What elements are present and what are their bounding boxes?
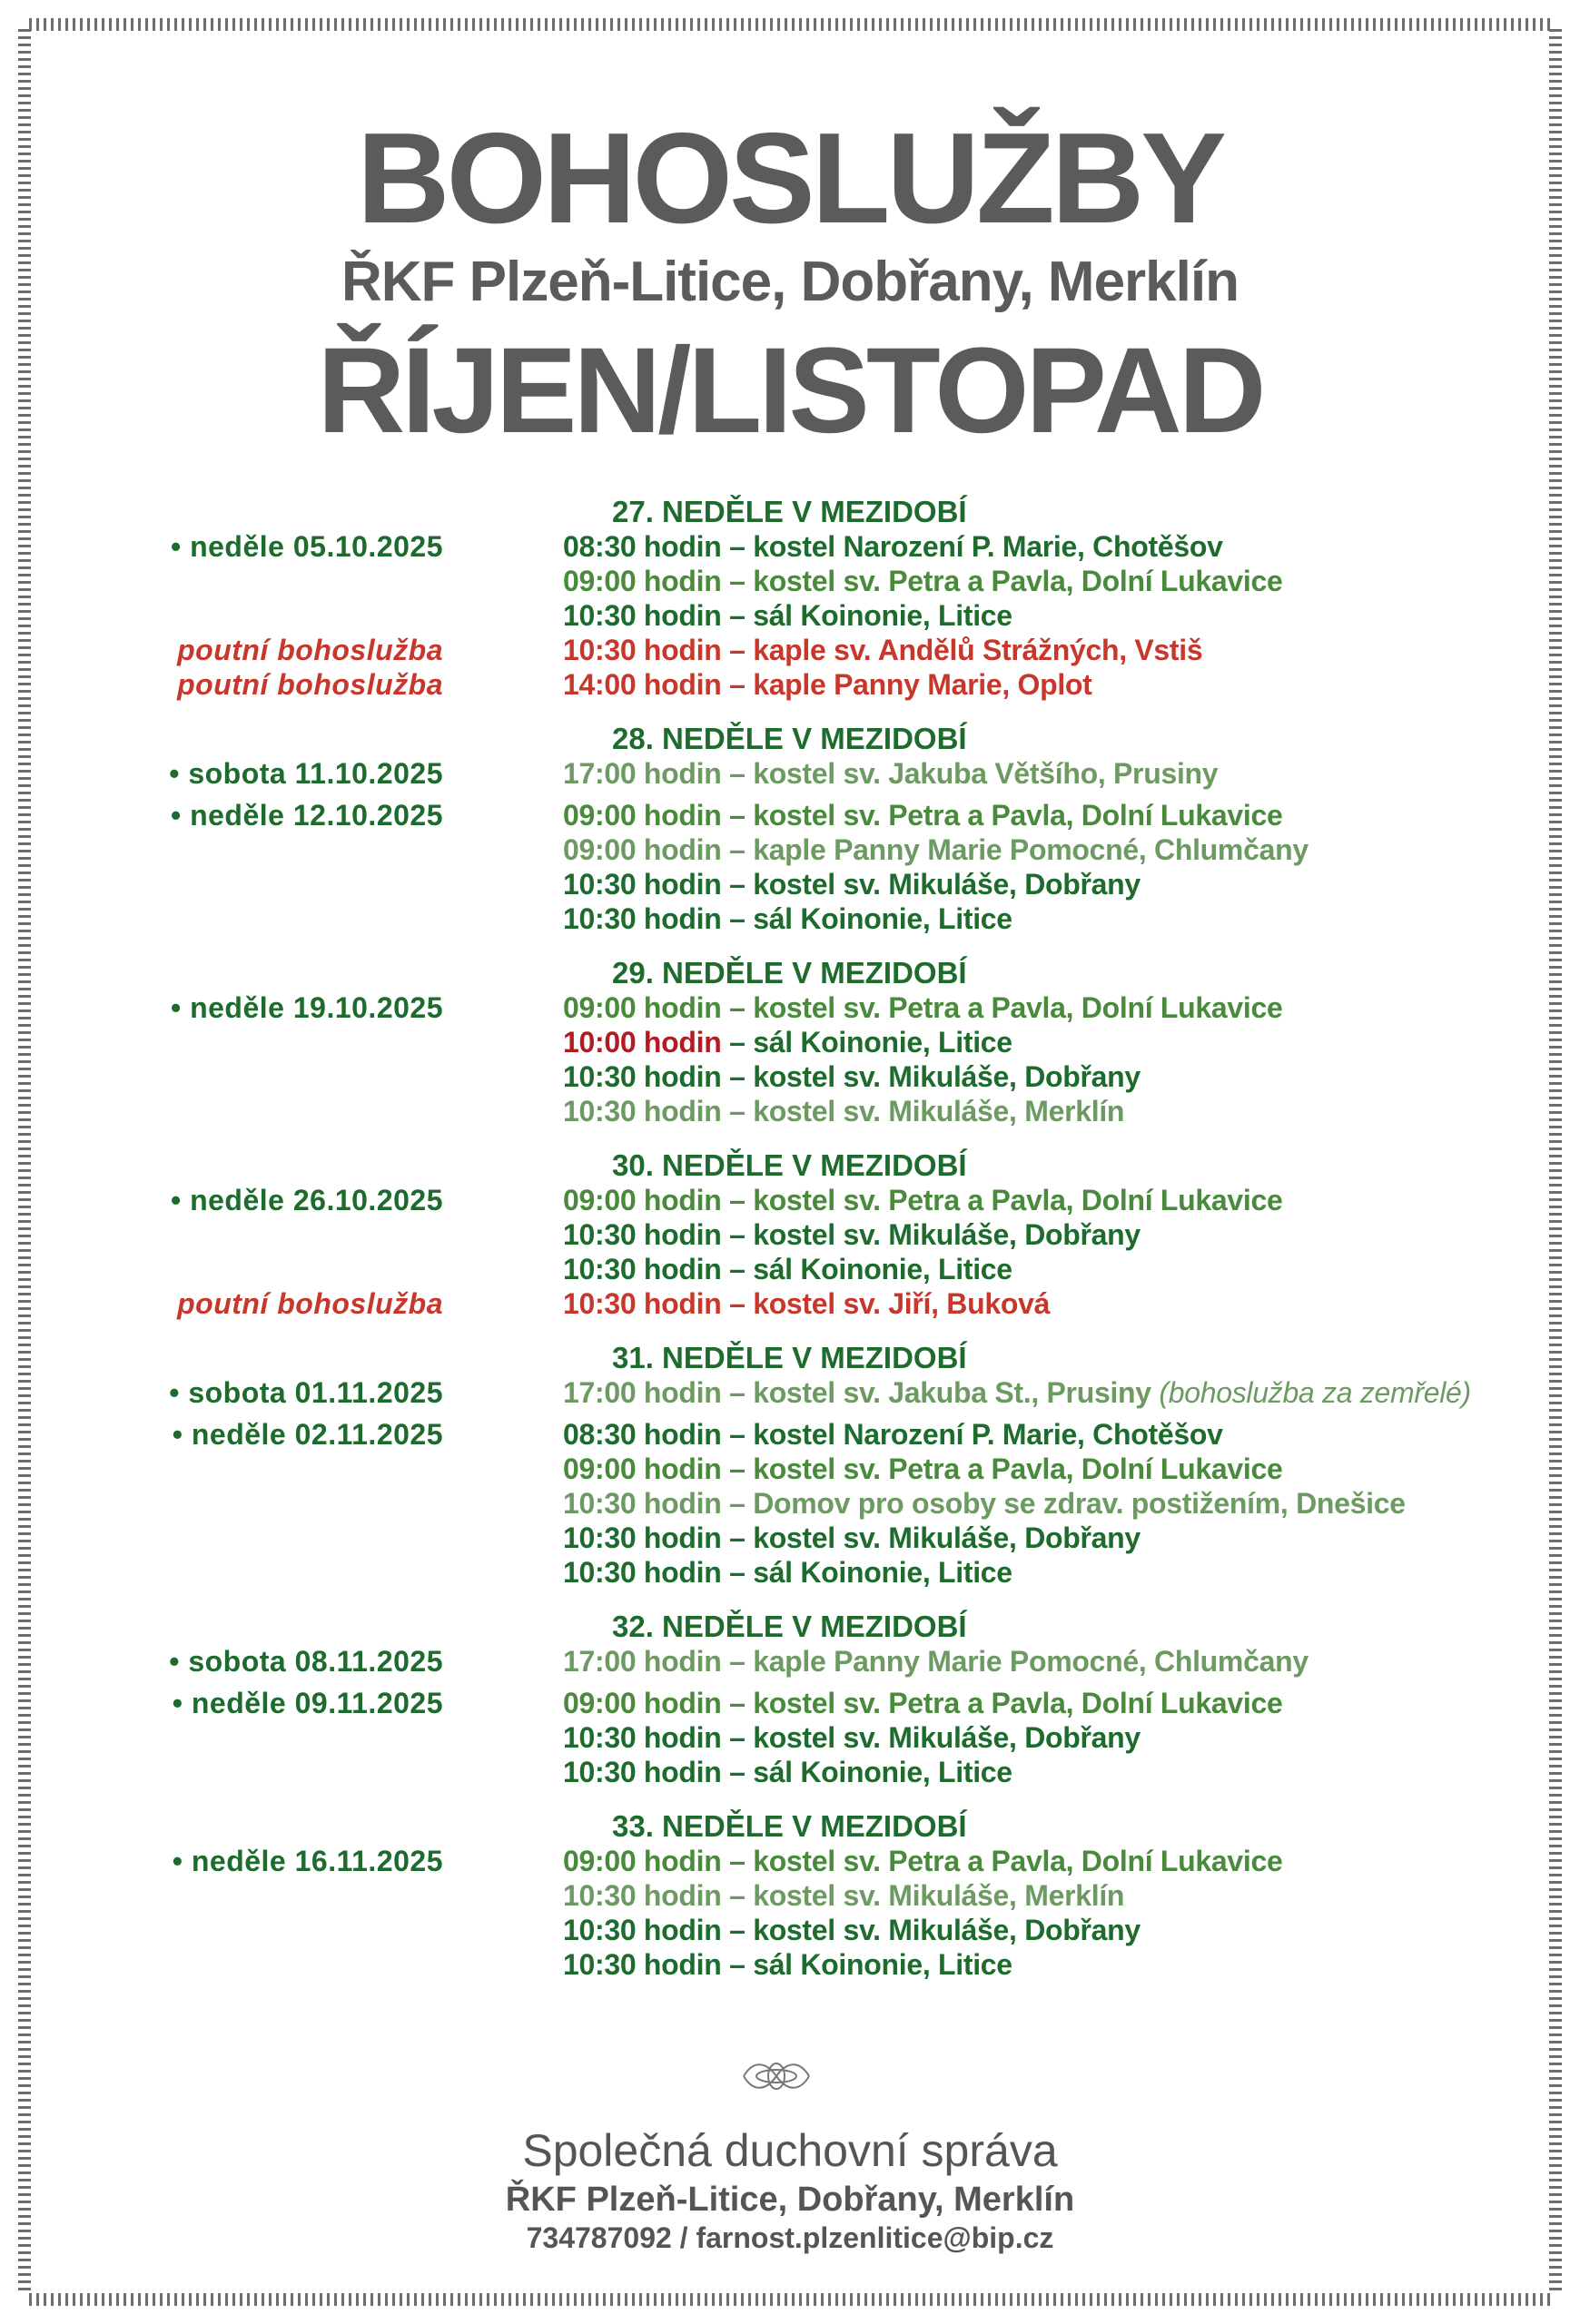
schedule-row xyxy=(0,598,1580,633)
week-heading: 27. NEDĚLE V MEZIDOBÍ xyxy=(612,495,967,528)
service-entry: 10:30 hodin – sál Koinonie, Litice xyxy=(563,1253,1012,1285)
schedule-row xyxy=(0,667,1580,702)
service-entry: 09:00 hodin – kostel sv. Petra a Pavla, Dolní Lukavice xyxy=(563,1845,1283,1877)
service-entry xyxy=(563,1025,1012,1059)
service-text: 17:00 hodin – kostel sv. Jakuba St., Prusiny xyxy=(563,1376,1151,1409)
date-label: • neděle 05.10.2025 xyxy=(170,530,443,563)
service-entry: 09:00 hodin – kostel sv. Petra a Pavla, Dolní Lukavice xyxy=(563,1452,1283,1485)
service-entry: 09:00 hodin – kostel sv. Petra a Pavla, Dolní Lukavice xyxy=(563,799,1283,832)
period-title: ŘÍJEN/LISTOPAD xyxy=(317,323,1263,458)
week-block xyxy=(0,1610,1580,1789)
service-entry: 10:30 hodin – sál Koinonie, Litice xyxy=(563,1948,1012,1981)
schedule-row xyxy=(0,1286,1580,1321)
week-heading: 32. NEDĚLE V MEZIDOBÍ xyxy=(612,1610,967,1643)
date-label: • sobota 08.11.2025 xyxy=(169,1645,443,1678)
service-entry: 10:30 hodin – sál Koinonie, Litice xyxy=(563,902,1012,935)
footer-contact: 734787092 / farnost.plzenlitice@bip.cz xyxy=(526,2221,1054,2254)
schedule-row xyxy=(0,756,1580,791)
week-heading: 29. NEDĚLE V MEZIDOBÍ xyxy=(612,956,967,990)
service-entry: 10:30 hodin – kostel sv. Mikuláše, Merklín xyxy=(563,1095,1125,1128)
service-schedule xyxy=(0,495,1580,2002)
schedule-row xyxy=(0,1644,1580,1679)
schedule-row xyxy=(0,1375,1580,1410)
date-label: • neděle 09.11.2025 xyxy=(172,1687,443,1719)
service-entry: 10:30 hodin – kostel sv. Jiří, Buková xyxy=(563,1287,1051,1320)
service-entry: 10:30 hodin – sál Koinonie, Litice xyxy=(563,599,1012,632)
week-block xyxy=(0,1809,1580,1982)
schedule-row xyxy=(0,529,1580,564)
service-entry: 10:30 hodin – kostel sv. Mikuláše, Dobřany xyxy=(563,868,1141,901)
parish-subtitle: ŘKF Plzeň-Litice, Dobřany, Merklín xyxy=(341,251,1239,313)
week-block xyxy=(0,1148,1580,1321)
service-entry: 08:30 hodin – kostel Narození P. Marie, Chotěšov xyxy=(563,1418,1223,1451)
week-block xyxy=(0,1341,1580,1590)
service-entry: 10:30 hodin – kostel sv. Mikuláše, Merklín xyxy=(563,1879,1125,1912)
schedule-row xyxy=(0,1183,1580,1217)
schedule-row xyxy=(0,1844,1580,1878)
schedule-row xyxy=(0,1878,1580,1913)
service-entry: 09:00 hodin – kostel sv. Petra a Pavla, Dolní Lukavice xyxy=(563,565,1283,597)
date-label: • neděle 16.11.2025 xyxy=(172,1845,443,1877)
date-label: • neděle 19.10.2025 xyxy=(170,991,443,1024)
service-entry: 09:00 hodin – kostel sv. Petra a Pavla, Dolní Lukavice xyxy=(563,1184,1283,1216)
schedule-row xyxy=(0,1417,1580,1452)
schedule-row xyxy=(0,1755,1580,1789)
schedule-row xyxy=(0,1094,1580,1128)
service-note: (bohoslužba za zemřelé) xyxy=(1150,1376,1471,1409)
service-entry: 09:00 hodin – kostel sv. Petra a Pavla, Dolní Lukavice xyxy=(563,991,1283,1024)
date-label: • neděle 26.10.2025 xyxy=(170,1184,443,1216)
schedule-row xyxy=(0,1217,1580,1252)
schedule-row xyxy=(0,990,1580,1025)
service-entry: 14:00 hodin – kaple Panny Marie, Oplot xyxy=(563,668,1092,701)
schedule-row xyxy=(0,1059,1580,1094)
service-entry: 10:30 hodin – kostel sv. Mikuláše, Dobřany xyxy=(563,1521,1141,1554)
week-heading: 33. NEDĚLE V MEZIDOBÍ xyxy=(612,1809,967,1843)
service-place: – sál Koinonie, Litice xyxy=(721,1026,1012,1059)
service-entry: 17:00 hodin – kaple Panny Marie Pomocné, Chlumčany xyxy=(563,1645,1308,1678)
schedule-row xyxy=(0,1913,1580,1947)
pilgrimage-label: poutní bohoslužba xyxy=(177,1287,443,1320)
pilgrimage-label: poutní bohoslužba xyxy=(177,668,443,701)
service-entry: 10:30 hodin – kostel sv. Mikuláše, Dobřany xyxy=(563,1060,1141,1093)
service-entry xyxy=(563,1375,1471,1410)
footer-parishes: ŘKF Plzeň-Litice, Dobřany, Merklín xyxy=(505,2181,1075,2219)
decorative-border-bottom xyxy=(29,2293,1551,2306)
service-entry: 09:00 hodin – kaple Panny Marie Pomocné, Chlumčany xyxy=(563,833,1308,866)
schedule-row xyxy=(0,832,1580,867)
schedule-row xyxy=(0,1947,1580,1982)
schedule-row xyxy=(0,1686,1580,1720)
pilgrimage-label: poutní bohoslužba xyxy=(177,634,443,666)
decorative-border-top xyxy=(29,18,1551,31)
schedule-row xyxy=(0,1486,1580,1521)
schedule-row xyxy=(0,1521,1580,1555)
week-block xyxy=(0,722,1580,936)
date-label: • sobota 11.10.2025 xyxy=(169,757,443,790)
schedule-row xyxy=(0,1720,1580,1755)
schedule-row xyxy=(0,1025,1580,1059)
schedule-row xyxy=(0,1452,1580,1486)
service-entry: 10:30 hodin – kaple sv. Andělů Strážných, Vstiš xyxy=(563,634,1203,666)
page-title: BOHOSLUŽBY xyxy=(357,106,1223,251)
date-label: • sobota 01.11.2025 xyxy=(169,1376,443,1409)
changed-time: 10:00 hodin xyxy=(563,1026,722,1059)
service-entry: 10:30 hodin – Domov pro osoby se zdrav. postižením, Dnešice xyxy=(563,1487,1406,1520)
footer-administration: Společná duchovní správa xyxy=(522,2125,1058,2176)
schedule-row xyxy=(0,798,1580,832)
week-block xyxy=(0,495,1580,702)
service-entry: 10:30 hodin – sál Koinonie, Litice xyxy=(563,1756,1012,1788)
week-heading: 28. NEDĚLE V MEZIDOBÍ xyxy=(612,722,967,755)
ornament-knot-icon xyxy=(740,2053,813,2099)
schedule-row xyxy=(0,1252,1580,1286)
week-block xyxy=(0,956,1580,1128)
week-heading: 31. NEDĚLE V MEZIDOBÍ xyxy=(612,1341,967,1374)
date-label: • neděle 12.10.2025 xyxy=(170,799,443,832)
schedule-row xyxy=(0,633,1580,667)
schedule-row xyxy=(0,1555,1580,1590)
schedule-row xyxy=(0,867,1580,901)
schedule-row xyxy=(0,564,1580,598)
service-entry: 17:00 hodin – kostel sv. Jakuba Většího, Prusiny xyxy=(563,757,1219,790)
service-entry: 10:30 hodin – sál Koinonie, Litice xyxy=(563,1556,1012,1589)
service-entry: 09:00 hodin – kostel sv. Petra a Pavla, Dolní Lukavice xyxy=(563,1687,1283,1719)
date-label: • neděle 02.11.2025 xyxy=(172,1418,443,1451)
schedule-row xyxy=(0,901,1580,936)
week-heading: 30. NEDĚLE V MEZIDOBÍ xyxy=(612,1148,967,1182)
service-entry: 08:30 hodin – kostel Narození P. Marie, Chotěšov xyxy=(563,530,1223,563)
service-entry: 10:30 hodin – kostel sv. Mikuláše, Dobřany xyxy=(563,1218,1141,1251)
service-entry: 10:30 hodin – kostel sv. Mikuláše, Dobřany xyxy=(563,1914,1141,1946)
service-entry: 10:30 hodin – kostel sv. Mikuláše, Dobřany xyxy=(563,1721,1141,1754)
